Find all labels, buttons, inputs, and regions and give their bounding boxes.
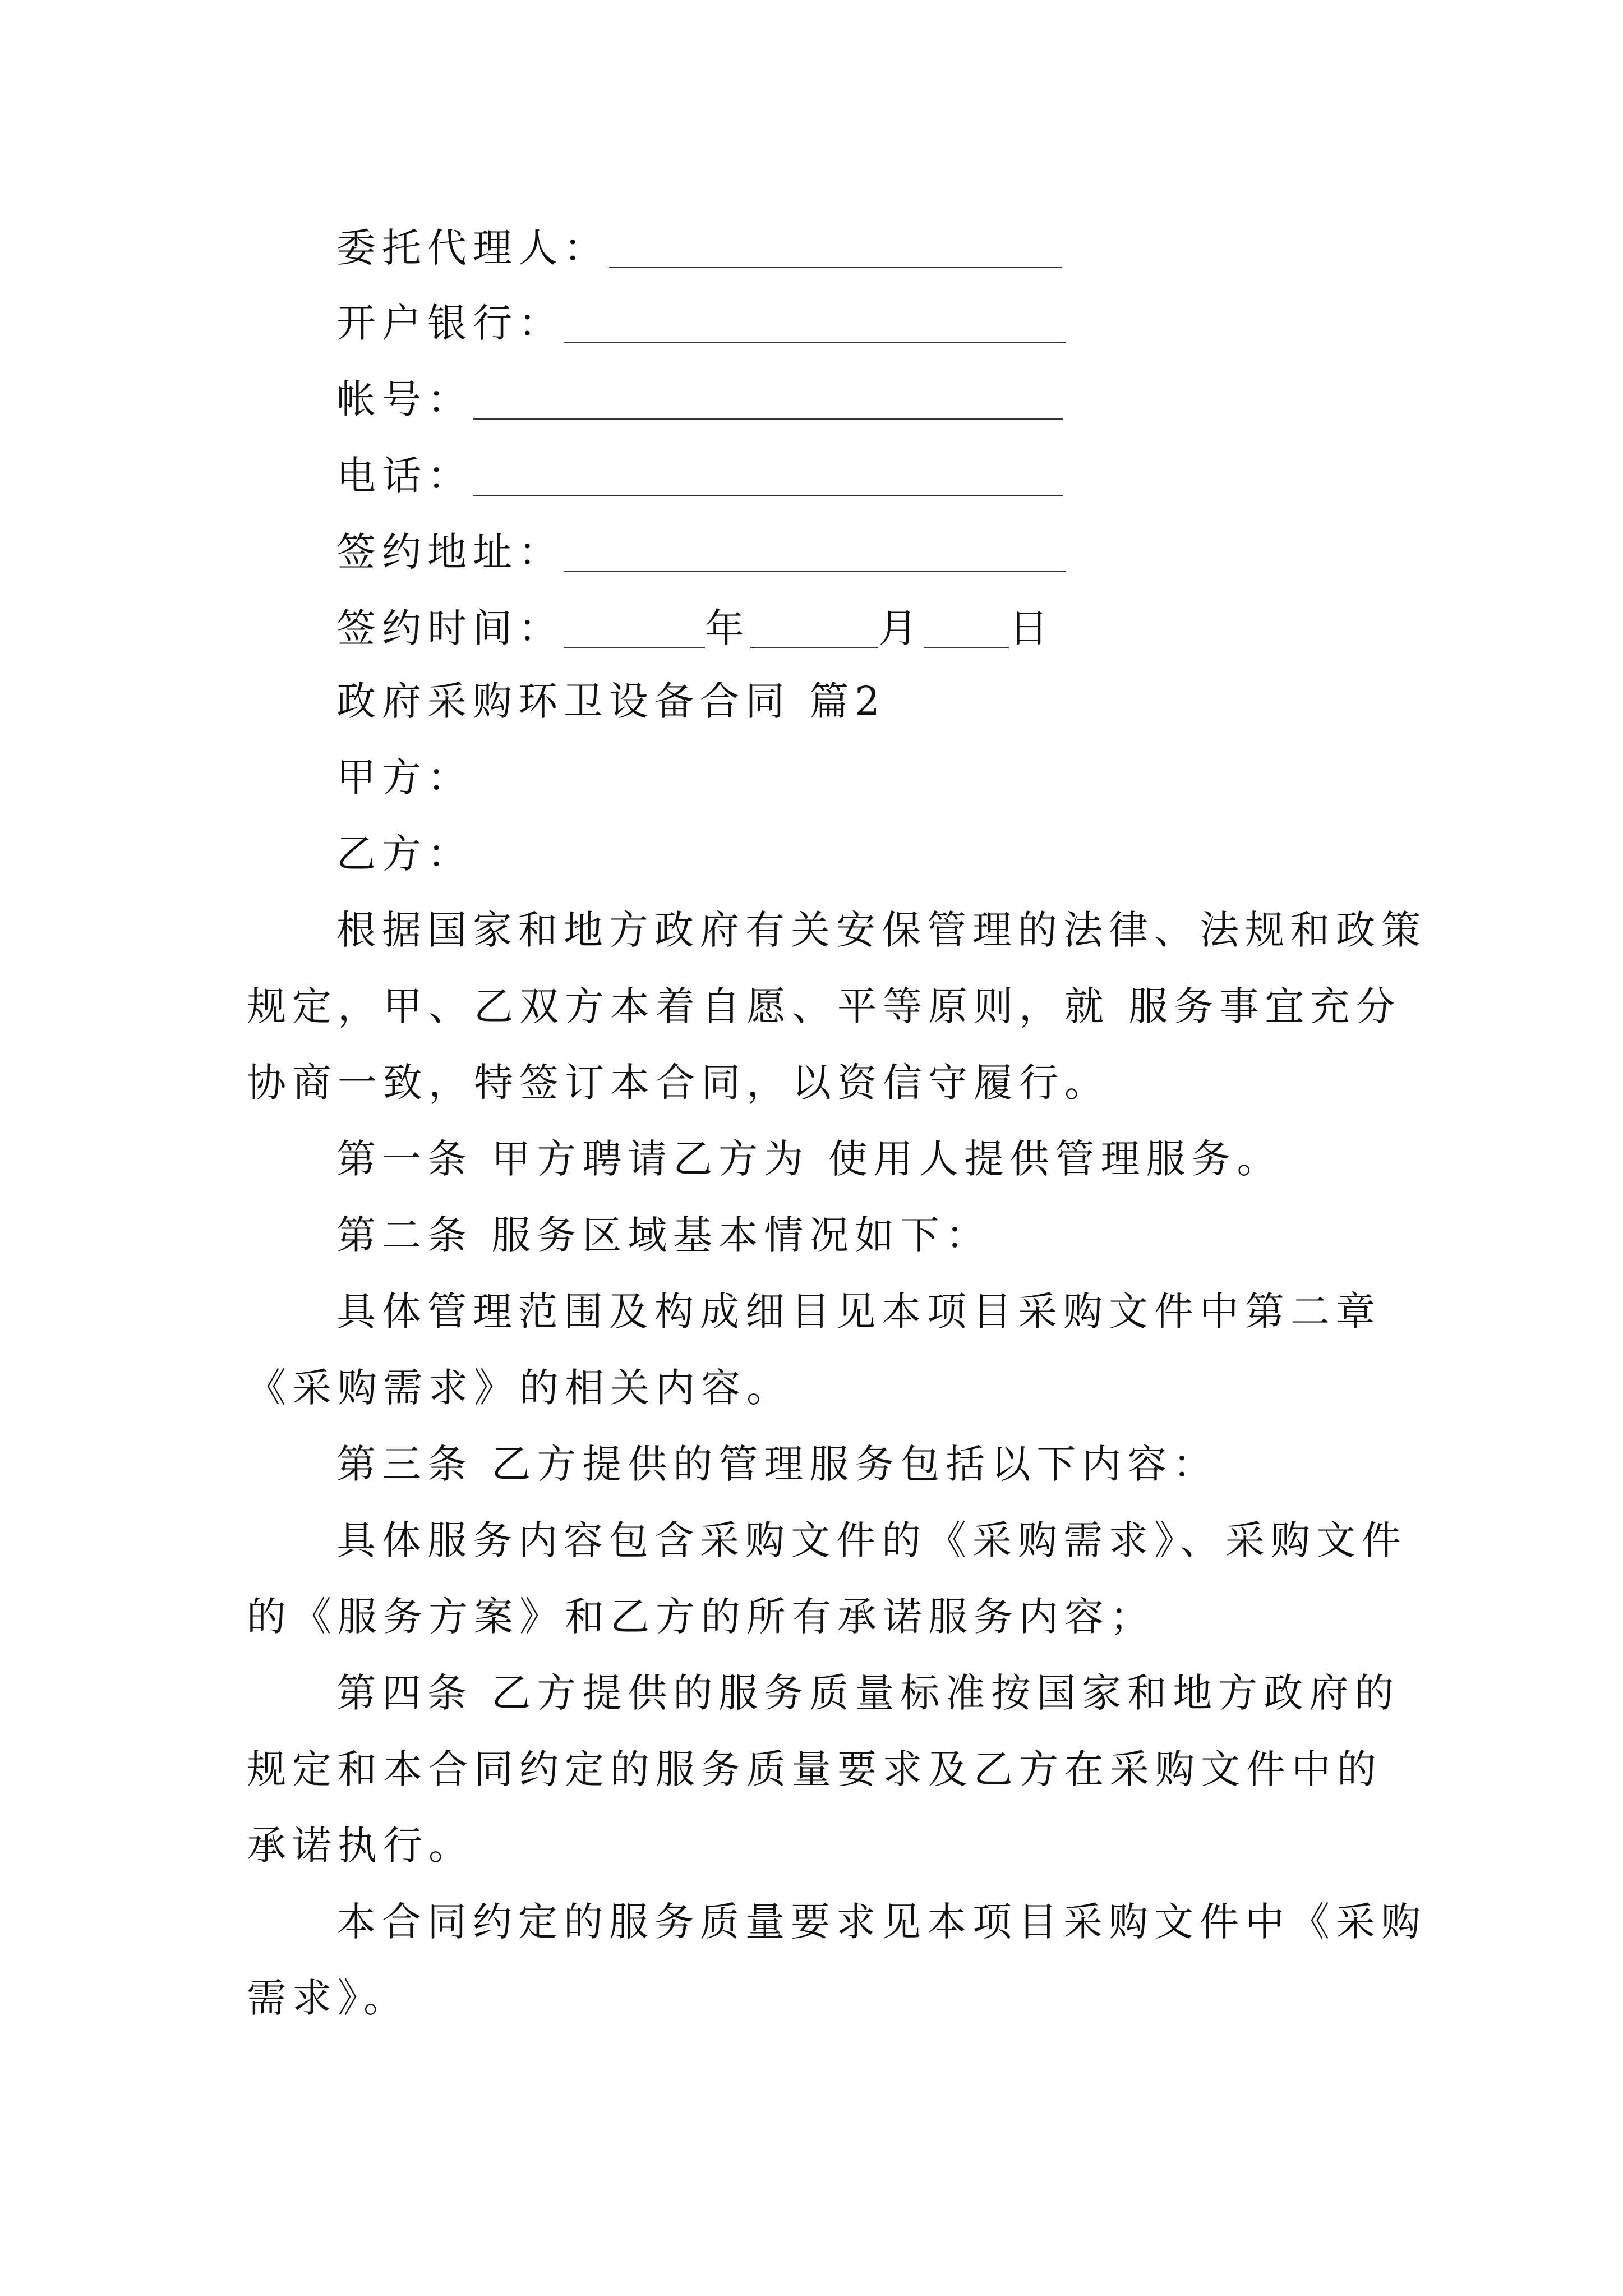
field-underline-bank[interactable] [564, 342, 1066, 343]
year-underline[interactable] [564, 647, 705, 648]
body-line-7: 《采购需求》的相关内容。 [247, 1365, 792, 1411]
body-line-6: 具体管理范围及构成细目见本项目采购文件中第二章 [336, 1289, 1381, 1335]
body-line-3: 协商一致，特签订本合同，以资信守履行。 [247, 1060, 1110, 1106]
contract-heading: 政府采购环卫设备合同 篇2 [336, 678, 886, 724]
field-phone [336, 433, 1063, 512]
article-4: 第四条 乙方提供的服务质量标准按国家和地方政府的 [336, 1670, 1400, 1716]
body-line-13: 承诺执行。 [247, 1823, 474, 1869]
field-label-agent: 委托代理人： [336, 224, 609, 271]
month-underline[interactable] [750, 647, 878, 648]
field-label-account: 帐号： [336, 376, 473, 422]
party-b-label: 乙方： [336, 831, 473, 877]
party-a-label: 甲方： [336, 754, 473, 800]
field-agent [336, 205, 1062, 284]
field-underline-address[interactable] [564, 571, 1066, 572]
field-underline-account[interactable] [473, 418, 1063, 420]
field-underline-agent[interactable] [609, 267, 1062, 268]
body-line-14: 本合同约定的服务质量要求见本项目采购文件中《采购 [336, 1899, 1427, 1945]
month-label: 月 [878, 605, 924, 651]
body-line-9: 具体服务内容包含采购文件的《采购需求》、采购文件 [336, 1517, 1407, 1563]
body-line-12: 规定和本合同约定的服务质量要求及乙方在采购文件中的 [247, 1746, 1382, 1792]
article-2: 第二条 服务区域基本情况如下： [336, 1212, 992, 1258]
article-3: 第三条 乙方提供的管理服务包括以下内容： [336, 1441, 1219, 1487]
day-label: 日 [1009, 605, 1054, 651]
field-underline-phone[interactable] [473, 495, 1063, 496]
day-underline[interactable] [924, 647, 1009, 648]
body-line-15: 需求》。 [247, 1975, 409, 2021]
year-label: 年 [705, 605, 750, 651]
signing-date-label: 签约时间： [336, 605, 564, 651]
signing-date-row [336, 586, 1054, 664]
field-label-phone: 电话： [336, 452, 473, 499]
field-label-bank: 开户银行： [336, 300, 564, 346]
field-bank [336, 280, 1066, 359]
body-line-2: 规定，甲、乙双方本着自愿、平等原则，就 服务事宜充分 [247, 983, 1401, 1029]
field-label-address: 签约地址： [336, 528, 564, 575]
field-address [336, 509, 1066, 588]
body-line-1: 根据国家和地方政府有关安保管理的法律、法规和政策 [336, 907, 1427, 953]
article-1: 第一条 甲方聘请乙方为 使用人提供管理服务。 [336, 1136, 1283, 1182]
field-account [336, 357, 1063, 435]
body-line-10: 的《服务方案》和乙方的所有承诺服务内容； [247, 1594, 1155, 1640]
